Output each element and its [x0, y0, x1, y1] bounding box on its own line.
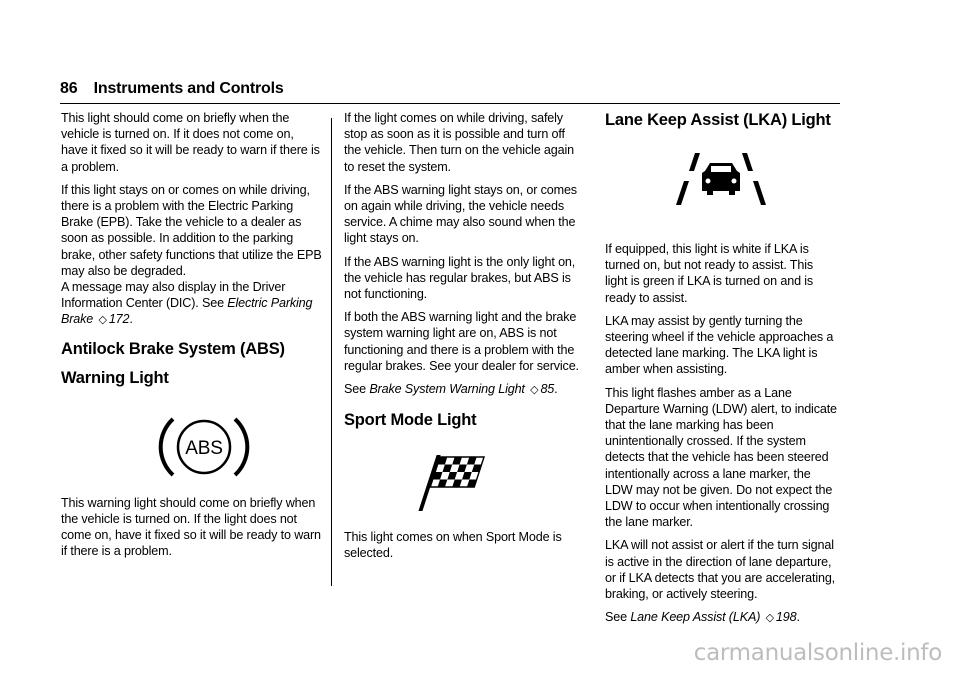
xref-link[interactable]: Lane Keep Assist (LKA)	[630, 610, 761, 625]
xref-link[interactable]: Electric Parking Brake	[61, 296, 313, 327]
lka-heading: Lane Keep Assist (LKA) Light	[605, 111, 831, 129]
paragraph: If the ABS warning light stays on, or comes on again while driving, the vehicle needs service. A chime may also sound when the light stays on.	[344, 182, 577, 246]
watermark: carmanualsonline.info	[693, 640, 942, 666]
abs-icon-label: ABS	[185, 437, 223, 459]
paragraph: If equipped, this light is white if LKA is turned on, but not ready to assist. This light is green if LKA is turned on and is ready to assist.	[605, 242, 814, 305]
sport-mode-heading: Sport Mode Light	[344, 411, 477, 430]
column-1	[61, 110, 323, 566]
paragraph-with-xref: See Brake System Warning Light ◇ 85.	[344, 382, 558, 397]
checkered-flag-icon	[344, 439, 582, 525]
xref-page[interactable]: 85	[540, 382, 555, 397]
xref-page[interactable]: 198	[775, 610, 797, 625]
page-number: 86	[60, 80, 78, 97]
paragraph-with-xref: A message may also display in the Driver Information Center (DIC). See Electric Parking Brake ◇ 172.	[61, 280, 313, 327]
paragraph: If both the ABS warning light and the brake system warning light are on, ABS is not functioning and there is a problem with the regular brakes. See your dealer for service.	[344, 310, 579, 373]
header-rule	[60, 103, 840, 104]
abs-warning-icon	[61, 405, 323, 491]
paragraph-with-xref: See Lane Keep Assist (LKA) ◇ 198.	[605, 610, 800, 625]
abs-icon	[61, 405, 323, 491]
page-header	[60, 80, 840, 98]
xref-page[interactable]: 172	[108, 312, 130, 327]
section-title: Instruments and Controls	[93, 80, 284, 97]
column-divider	[331, 118, 332, 586]
xref-icon: ◇	[98, 314, 107, 327]
paragraph: LKA may assist by gently turning the steering wheel if the vehicle approaches a detected lane marking. The LKA light is amber when assisting.	[605, 313, 834, 377]
column-2	[344, 110, 582, 569]
xref-link[interactable]: Brake System Warning Light	[369, 382, 525, 397]
lane-keep-assist-icon	[605, 141, 837, 227]
lka-icon-box	[605, 131, 837, 241]
paragraph: This light should come on briefly when the vehicle is turned on. If it does not come on, have it fixed so it will be ready to warn if there is a problem.	[61, 111, 320, 174]
paragraph: This light comes on when Sport Mode is selected.	[344, 530, 562, 561]
paragraph: This light flashes amber as a Lane Departure Warning (LDW) alert, to indicate that the lane marking has been unintentionally crossed. If the system detects that the vehicle has been steered intentionally across a lane marker, the LDW may not be given. Do not expect the LDW to occur when intentionally crossing the lane marker.	[605, 385, 837, 530]
paragraph: If the ABS warning light is the only light on, the vehicle has regular brakes, but ABS is not functioning.	[344, 254, 576, 302]
xref-icon: ◇	[765, 612, 774, 625]
paragraph: This warning light should come on briefly when the vehicle is turned on. If the light does not come on, have it fixed so it will be ready to warn if there is a problem.	[61, 495, 321, 559]
abs-heading: Antilock Brake System (ABS) Warning Light	[61, 339, 285, 387]
paragraph: If the light comes on while driving, safely stop as soon as it is possible and turn off the vehicle. Then turn on the vehicle again to reset the system.	[344, 111, 574, 174]
paragraph: LKA will not assist or alert if the turn signal is active in the direction of lane departure, or if LKA detects that you are accelerating, braking, or actively steering.	[605, 538, 836, 602]
xref-icon: ◇	[530, 384, 539, 397]
sport-mode-flag-icon	[344, 439, 582, 525]
paragraph: If this light stays on or comes on while driving, there is a problem with the Electric Parking Brake (EPB). Take the vehicle to a dealer as soon as possible. In addition to the parking brake, other safety functions that utilize the EPB may also be degraded.	[61, 182, 322, 278]
column-3	[605, 110, 837, 633]
